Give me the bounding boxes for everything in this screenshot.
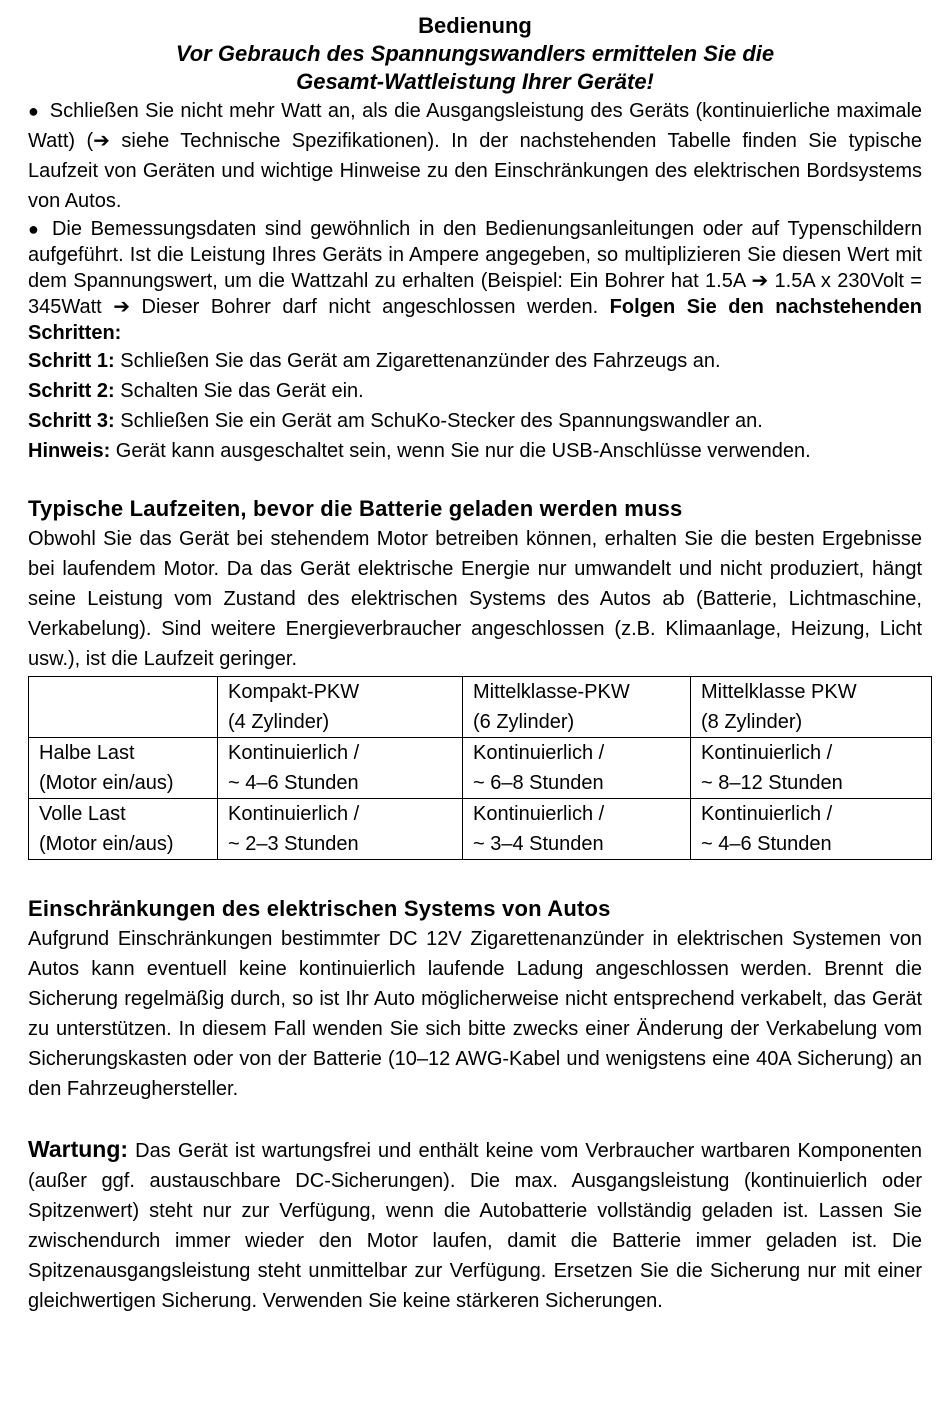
step-text: Schließen Sie das Gerät am Zigarettenanzünder des Fahrzeugs an. bbox=[114, 350, 721, 372]
einschraenkungen-paragraph: Aufgrund Einschränkungen bestimmter DC 12V Zigarettenanzünder in elektrischen Systemen von Autos kann eventuell keine kontinuierlich laufende Ladung angeschlossen werden. Brennt die Sicherung regelmäßig durch, so ist Ihr Auto möglicherweise nicht entsprechend verkabelt, das Gerät zu unterstützen. In diesem Fall wenden Sie sich bitte zwecks einer Änderung der Verkabelung vom Sicherungskasten oder von der Batterie (10–12 AWG-Kabel und wenigstens eine 40A Sicherung) an den Fahrzeughersteller. bbox=[28, 928, 922, 1100]
bullet-2-text-a: Die Bemessungsdaten sind gewöhnlich in den Bedienungsanleitungen oder auf Typenschildern aufgeführt. Ist die Leistung Ihres Geräts in Ampere angegeben, so multiplizieren Sie diesen Wert mit dem Spannungswert, um die Wattzahl zu erhalten (Beispiel: Ein Bohrer hat 1.5A bbox=[28, 218, 922, 292]
table-header-cell bbox=[29, 677, 218, 738]
table-cell: Kontinuierlich / ~ 6–8 Stunden bbox=[463, 738, 691, 799]
table-header-cell: Kompakt-PKW (4 Zylinder) bbox=[218, 677, 463, 738]
table-cell: Kontinuierlich / ~ 3–4 Stunden bbox=[463, 799, 691, 860]
table-header-cell: Mittelklasse PKW (8 Zylinder) bbox=[691, 677, 932, 738]
steps-intro: Folgen Sie den nachstehenden Schritten: bbox=[28, 296, 922, 344]
hint-label: Hinweis: bbox=[28, 440, 111, 462]
arrow-icon: ➔ bbox=[93, 130, 110, 152]
bullet-paragraph-1 bbox=[28, 96, 922, 216]
bullet-paragraph-2 bbox=[28, 216, 922, 346]
table-cell: Kontinuierlich / ~ 2–3 Stunden bbox=[218, 799, 463, 860]
wartung-paragraph bbox=[28, 1134, 922, 1316]
arrow-icon: ➔ bbox=[751, 270, 769, 292]
table-header-row bbox=[29, 677, 932, 738]
hint bbox=[28, 436, 922, 466]
bullet-2-text-b: 1.5A x 230Volt = 345Watt bbox=[28, 270, 922, 318]
table-row bbox=[29, 738, 932, 799]
wartung-heading: Wartung: bbox=[28, 1136, 129, 1162]
table-cell: Halbe Last (Motor ein/aus) bbox=[29, 738, 218, 799]
page-title: Bedienung bbox=[418, 13, 532, 38]
step-label: Schritt 1: bbox=[28, 350, 115, 372]
table-cell: Kontinuierlich / ~ 8–12 Stunden bbox=[691, 738, 932, 799]
step-label: Schritt 3: bbox=[28, 410, 115, 432]
hint-text: Gerät kann ausgeschaltet sein, wenn Sie nur die USB-Anschlüsse verwenden. bbox=[110, 440, 811, 462]
section-heading-laufzeit: Typische Laufzeiten, bevor die Batterie geladen werden muss bbox=[28, 496, 683, 521]
step-label: Schritt 2: bbox=[28, 380, 115, 402]
table-cell: Kontinuierlich / ~ 4–6 Stunden bbox=[691, 799, 932, 860]
section-heading-einschraenkungen: Einschränkungen des elektrischen Systems von Autos bbox=[28, 896, 611, 921]
bullet-1-text-b: siehe Technische Spezifikationen). In der nachstehenden Tabelle finden Sie typische Laufzeit von Geräten und wichtige Hinweise zu den Einschränkungen des elektrischen Bordsystems von Autos. bbox=[28, 130, 922, 212]
step-text: Schließen Sie ein Gerät am SchuKo-Stecker des Spannungswandler an. bbox=[114, 410, 763, 432]
table-cell: Volle Last (Motor ein/aus) bbox=[29, 799, 218, 860]
step-1 bbox=[28, 346, 922, 376]
step-3 bbox=[28, 406, 922, 436]
table-cell: Kontinuierlich / ~ 4–6 Stunden bbox=[218, 738, 463, 799]
runtime-table bbox=[28, 676, 932, 860]
laufzeit-paragraph: Obwohl Sie das Gerät bei stehendem Motor betreiben können, erhalten Sie die besten Ergebnisse bei laufendem Motor. Da das Gerät elektrische Energie nur umwandelt und nicht produziert, hängt seine Leistung vom Zustand des elektrischen Systems des Autos ab (Batterie, Lichtmaschine, Verkabelung). Sind weitere Energieverbraucher angeschlossen (z.B. Klimaanlage, Heizung, Licht usw.), ist die Laufzeit geringer. bbox=[28, 528, 922, 670]
bullet-2-text-c: Dieser Bohrer darf nicht angeschlossen werden. bbox=[130, 296, 610, 318]
table-row bbox=[29, 799, 932, 860]
subtitle-line-1: Vor Gebrauch des Spannungswandlers ermittelen Sie die bbox=[175, 41, 775, 66]
step-text: Schalten Sie das Gerät ein. bbox=[114, 380, 364, 402]
wartung-text: Das Gerät ist wartungsfrei und enthält keine vom Verbraucher wartbaren Komponenten (außer ggf. austauschbare DC-Sicherungen). Die max. Ausgangsleistung (kontinuierlich oder Spitzenwert) steht nur zur Verfügung, wenn die Autobatterie vollständig geladen ist. Lassen Sie zwischendurch immer wieder den Motor laufen, damit die Batterie immer geladen ist. Die Spitzenausgangsleistung steht unmittelbar zur Verfügung. Ersetzen Sie die Sicherung nur mit einer gleichwertigen Sicherung. Verwenden Sie keine stärkeren Sicherungen. bbox=[28, 1140, 922, 1312]
bullet-1-text-a: Schließen Sie nicht mehr Watt an, als die Ausgangsleistung des Geräts (kontinuierliche maximale Watt) ( bbox=[28, 100, 923, 152]
table-header-cell: Mittelklasse-PKW (6 Zylinder) bbox=[463, 677, 691, 738]
subtitle-line-2: Gesamt-Wattleistung Ihrer Geräte! bbox=[296, 69, 654, 94]
step-2 bbox=[28, 376, 922, 406]
arrow-icon: ➔ bbox=[113, 296, 131, 318]
